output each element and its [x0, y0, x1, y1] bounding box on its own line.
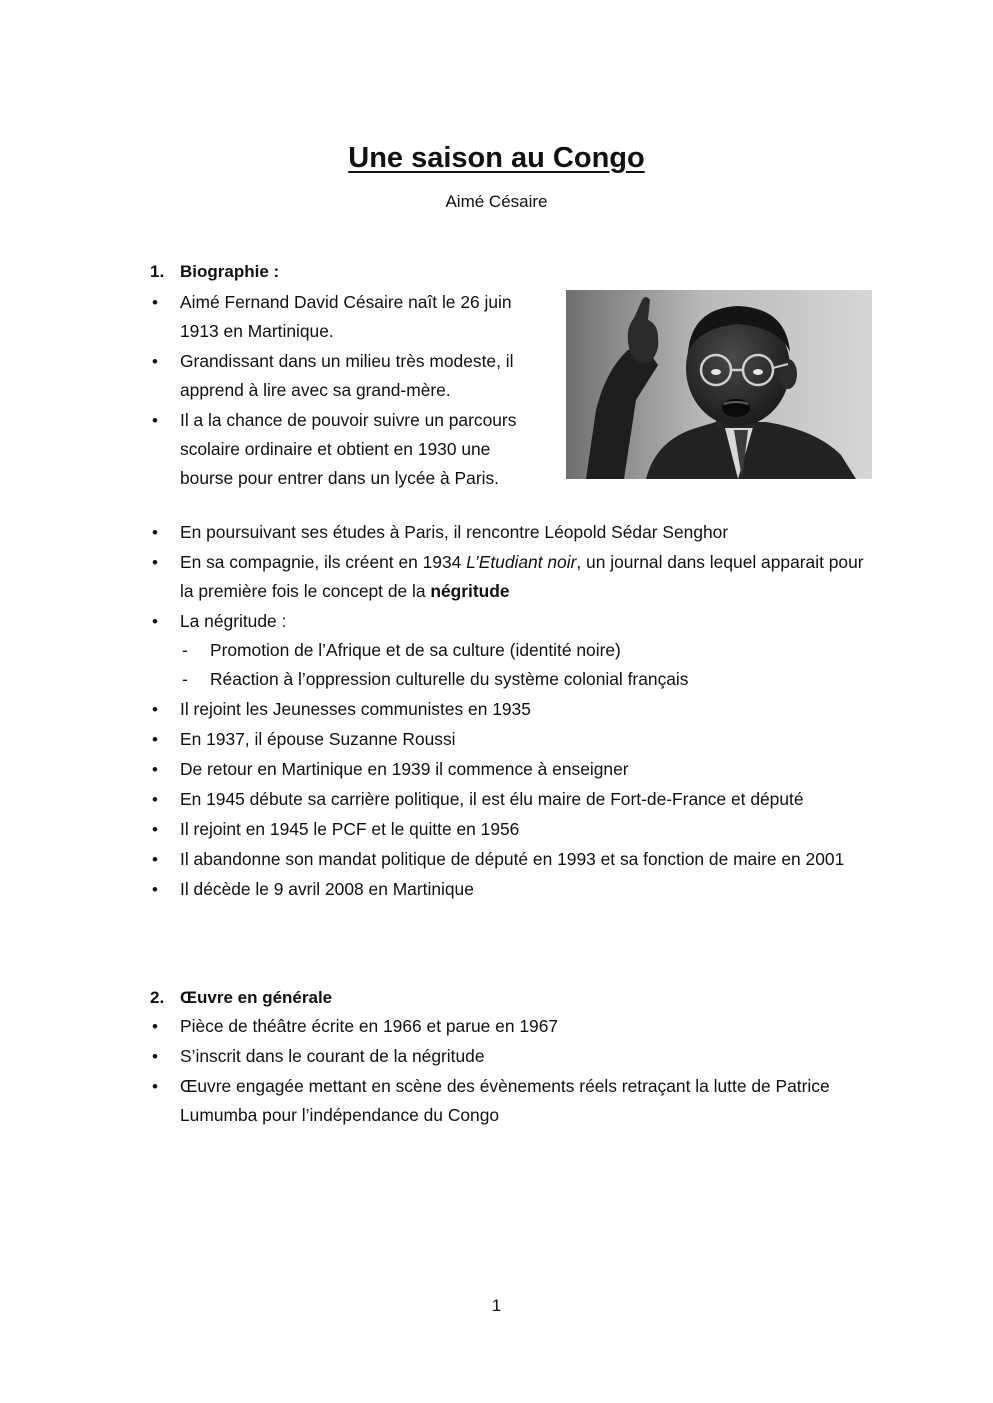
sublist-item: - Réaction à l’oppression culturelle du système colonial français — [180, 665, 875, 694]
oeuvre-list — [150, 1012, 875, 1131]
section-number: 1. — [150, 262, 165, 281]
page-number: 1 — [491, 1296, 502, 1315]
list-item: • En poursuivant ses études à Paris, il rencontre Léopold Sédar Senghor — [150, 518, 875, 547]
list-item: • Grandissant dans un milieu très modeste, il apprend à lire avec sa grand-mère. — [150, 347, 548, 405]
journal-text-middle: , un journal dans lequel apparait pour la première fois le concept de la — [180, 552, 864, 601]
biography-list-top — [150, 288, 548, 494]
document-title: Une saison au Congo — [348, 142, 645, 174]
author-name: Aimé Césaire — [445, 192, 548, 211]
list-item: • Aimé Fernand David Césaire naît le 26 juin 1913 en Martinique. — [150, 288, 548, 346]
section-heading-biographie — [150, 262, 279, 282]
negritude-term: négritude — [430, 581, 510, 601]
list-item: • Il a la chance de pouvoir suivre un parcours scolaire ordinaire et obtient en 1930 une bourse pour entrer dans un lycée à Paris. — [150, 406, 548, 493]
sublist-item: - Promotion de l’Afrique et de sa culture (identité noire) — [180, 636, 875, 665]
section-heading-oeuvre — [150, 988, 332, 1008]
list-item: • Il rejoint en 1945 le PCF et le quitte en 1956 — [150, 815, 875, 844]
section-heading-text: Œuvre en générale — [180, 988, 333, 1007]
list-item: • En 1937, il épouse Suzanne Roussi — [150, 725, 875, 754]
list-item-negritude — [150, 607, 875, 694]
list-item: • Il rejoint les Jeunesses communistes en 1935 — [150, 695, 875, 724]
portrait-photo-icon — [566, 290, 872, 479]
list-item: • Il décède le 9 avril 2008 en Martinique — [150, 875, 875, 904]
journal-title: L’Etudiant noir — [466, 552, 577, 572]
negritude-label: La négritude : — [180, 611, 287, 631]
negritude-sublist — [180, 636, 875, 694]
list-item: • S’inscrit dans le courant de la négritude — [150, 1042, 875, 1071]
list-item: • Œuvre engagée mettant en scène des évènements réels retraçant la lutte de Patrice Lumumba pour l’indépendance du Congo — [150, 1072, 875, 1130]
author-portrait-photo — [566, 290, 872, 479]
biography-list-bottom — [150, 518, 875, 905]
section-heading-text: Biographie : — [180, 262, 280, 281]
list-item: • Il abandonne son mandat politique de député en 1993 et sa fonction de maire en 2001 — [150, 845, 875, 874]
list-item-journal — [150, 548, 875, 606]
section-number: 2. — [150, 988, 165, 1007]
list-item: • En 1945 débute sa carrière politique, il est élu maire de Fort-de-France et député — [150, 785, 875, 814]
list-item: • Pièce de théâtre écrite en 1966 et parue en 1967 — [150, 1012, 875, 1041]
journal-text-before: En sa compagnie, ils créent en 1934 — [180, 552, 467, 572]
list-item: • De retour en Martinique en 1939 il commence à enseigner — [150, 755, 875, 784]
